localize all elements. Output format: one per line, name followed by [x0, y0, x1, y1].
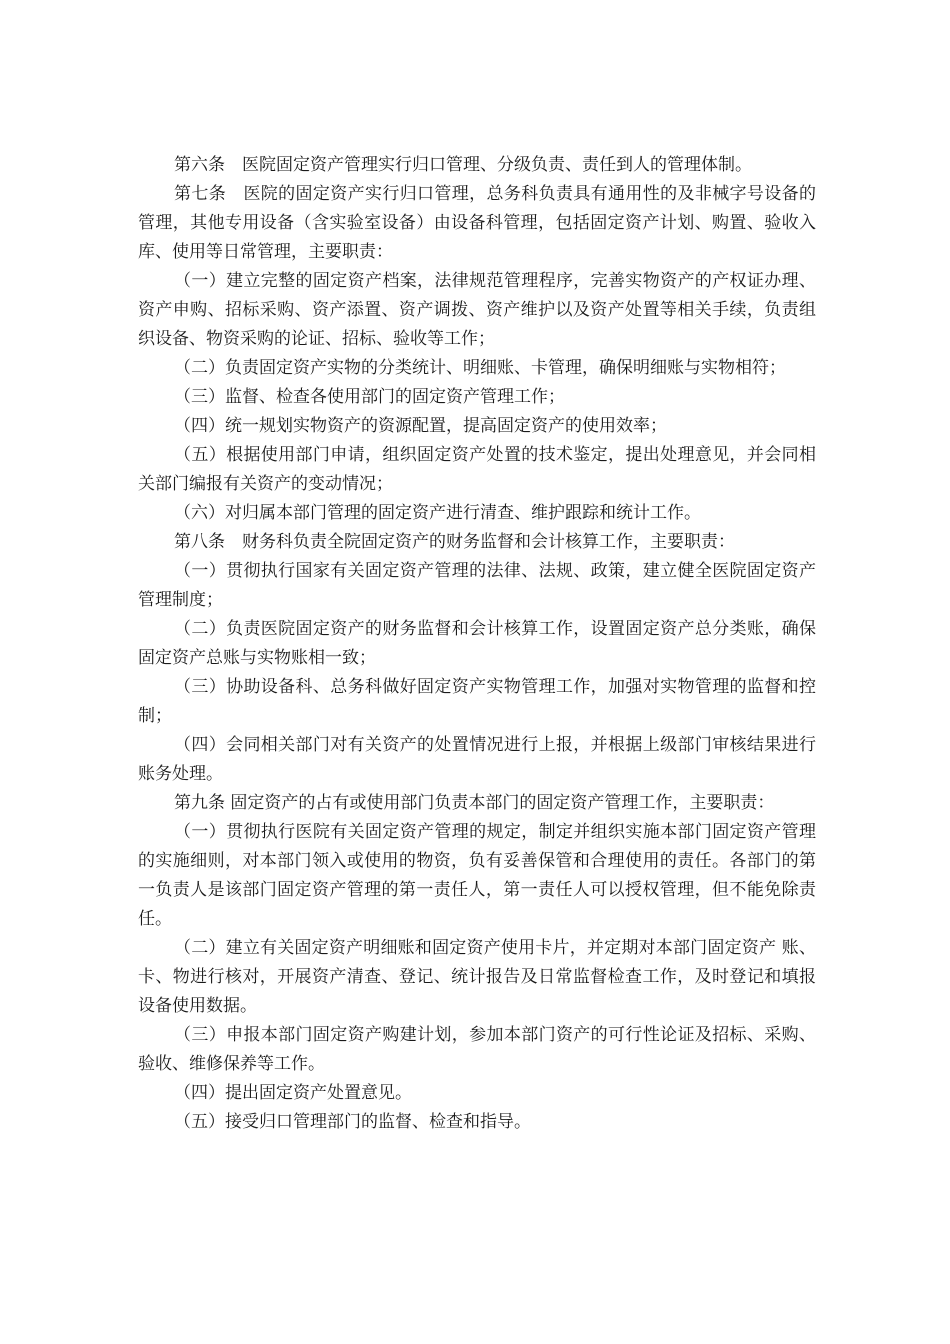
- article-9-item-4: （四）提出固定资产处置意见。: [174, 1083, 412, 1103]
- article-8-item-4: （四）会同相关部门对有关资产的处置情况进行上报，并根据上级部门审核结果进行账务处理。: [138, 735, 816, 784]
- article-7-item-5: （五）根据使用部门申请，组织固定资产处置的技术鉴定，提出处理意见，并会同相关部门编报有关资产的变动情况；: [138, 445, 816, 494]
- article-7-item-1: （一）建立完整的固定资产档案，法律规范管理程序，完善实物资产的产权证办理、资产申购、招标采购、资产添置、资产调拨、资产维护以及资产处置等相关手续，负责组织设备、物资采购的论证、招标、验收等工作；: [138, 271, 816, 349]
- document-page: [138, 151, 816, 1137]
- article-6: 第六条 医院固定资产管理实行归口管理、分级负责、责任到人的管理体制。: [174, 155, 752, 175]
- article-9-item-1: （一）贯彻执行医院有关固定资产管理的规定，制定并组织实施本部门固定资产管理的实施细则，对本部门领入或使用的物资，负有妥善保管和合理使用的责任。各部门的第一负责人是该部门固定资产管理的第一责任人，第一责任人可以授权管理，但不能免除责任。: [138, 822, 816, 929]
- article-8-item-2: （二）负责医院固定资产的财务监督和会计核算工作，设置固定资产总分类账，确保固定资产总账与实物账相一致；: [138, 619, 816, 668]
- article-8-item-3: （三）协助设备科、总务科做好固定资产实物管理工作，加强对实物管理的监督和控制；: [138, 677, 816, 726]
- article-7-item-6: （六）对归属本部门管理的固定资产进行清查、维护跟踪和统计工作。: [174, 503, 701, 523]
- article-8-item-1: （一）贯彻执行国家有关固定资产管理的法律、法规、政策，建立健全医院固定资产管理制度；: [138, 561, 816, 610]
- article-8: 第八条 财务科负责全院固定资产的财务监督和会计核算工作，主要职责：: [174, 532, 735, 552]
- article-9: 第九条 固定资产的占有或使用部门负责本部门的固定资产管理工作，主要职责：: [174, 793, 775, 813]
- article-7: 第七条 医院的固定资产实行归口管理，总务科负责具有通用性的及非械字号设备的管理，其他专用设备（含实验室设备）由设备科管理，包括固定资产计划、购置、验收入库、使用等日常管理，主要职责：: [138, 184, 816, 262]
- article-7-item-4: （四）统一规划实物资产的资源配置，提高固定资产的使用效率；: [174, 416, 667, 436]
- article-7-item-3: （三）监督、检查各使用部门的固定资产管理工作；: [174, 387, 565, 407]
- article-9-item-2: （二）建立有关固定资产明细账和固定资产使用卡片，并定期对本部门固定资产 账、卡、物进行核对，开展资产清查、登记、统计报告及日常监督检查工作，及时登记和填报设备使用数据。: [138, 938, 816, 1016]
- article-9-item-5: （五）接受归口管理部门的监督、检查和指导。: [174, 1112, 531, 1132]
- article-9-item-3: （三）申报本部门固定资产购建计划，参加本部门资产的可行性论证及招标、采购、验收、维修保养等工作。: [138, 1025, 816, 1074]
- article-7-item-2: （二）负责固定资产实物的分类统计、明细账、卡管理，确保明细账与实物相符；: [174, 358, 786, 378]
